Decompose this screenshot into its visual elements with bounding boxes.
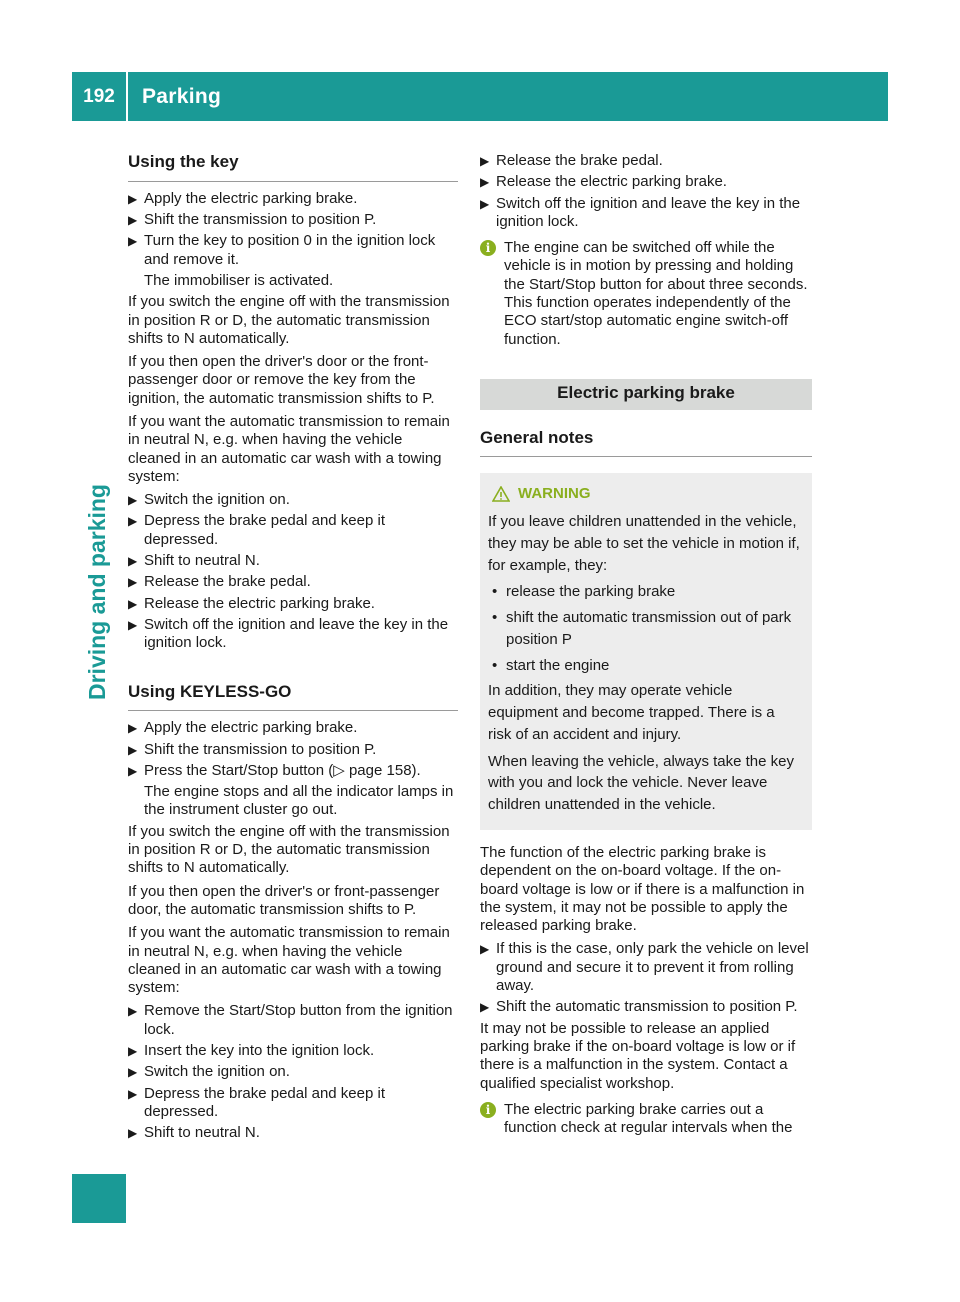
list-item: ▶ Insert the key into the ignition lock. xyxy=(128,1042,375,1060)
list-item: ▶ Shift the transmission to position P. xyxy=(128,740,377,758)
arrow-icon: ▶ xyxy=(128,1126,138,1141)
list-item: ▶ Switch off the ignition and leave the key in the ignition lock. xyxy=(480,194,801,230)
list-item: ▶ Apply the electric parking brake. xyxy=(128,719,358,737)
list-item: • shift the automatic transmission out of park position P xyxy=(488,607,802,651)
heading-general-notes: General notes xyxy=(480,424,812,458)
chapter-label: Driving and parking xyxy=(84,484,110,700)
arrow-icon: ▶ xyxy=(128,596,138,611)
arrow-icon: ▶ xyxy=(128,554,138,569)
arrow-icon: ▶ xyxy=(480,175,490,190)
section-title: Parking xyxy=(142,84,222,108)
heading-using-keyless-go: Using KEYLESS-GO xyxy=(128,678,458,712)
paragraph: If you switch the engine off with the transmission in position R or D, the automatic transmission shifts to N automatically. xyxy=(128,822,450,877)
list-item: • start the engine xyxy=(488,655,802,677)
arrow-icon: ▶ xyxy=(128,191,138,206)
list-item: ▶ Release the electric parking brake. xyxy=(480,173,727,191)
warning-paragraph: When leaving the vehicle, always take the key with you and lock the vehicle. Never leave children unattended in the vehicle. xyxy=(488,752,794,814)
list-item: ▶ Apply the electric parking brake. xyxy=(128,189,358,207)
arrow-icon: ▶ xyxy=(128,1065,138,1080)
result-text: The immobiliser is activated. xyxy=(144,271,334,289)
bullet-icon: • xyxy=(492,609,498,627)
page-header xyxy=(72,72,888,121)
arrow-icon: ▶ xyxy=(128,721,138,736)
paragraph: The function of the electric parking brake is dependent on the on-board voltage. If the on-board voltage is low or if there is a malfunction in the system, it may not be possible to apply the released parking brake. xyxy=(480,843,805,935)
list-item: ▶ Switch off the ignition and leave the key in the ignition lock. xyxy=(128,615,449,652)
right-mid-steps xyxy=(480,940,812,1016)
paragraph: If you then open the driver's or front-passenger door, the automatic transmission shifts to P. xyxy=(128,882,440,918)
arrow-icon: ▶ xyxy=(128,1044,138,1059)
arrow-icon: ▶ xyxy=(128,575,138,590)
paragraph: If you want the automatic transmission to remain in neutral N, e.g. when having the vehicle cleaned in an automatic car wash with a towing system: xyxy=(128,413,450,485)
arrow-icon: ▶ xyxy=(128,763,138,778)
paragraph: It may not be possible to release an applied parking brake if the on-board voltage is low or if there is a malfunction in the system. Contact a qualified specialist workshop. xyxy=(480,1019,796,1092)
bullet-icon: • xyxy=(492,583,498,601)
info-note: i The engine can be switched off while the vehicle is in motion by pressing and holding the Start/Stop button for about three seconds. This function operates independently of the ECO start/stop automatic engine switch-off function. xyxy=(480,239,812,349)
warning-triangle-icon xyxy=(492,486,510,502)
arrow-icon: ▶ xyxy=(480,196,490,211)
warning-intro: If you leave children unattended in the vehicle, they may be able to set the vehicle in motion if, for example, they: xyxy=(488,513,800,574)
key-steps xyxy=(128,190,458,290)
arrow-icon: ▶ xyxy=(128,493,138,508)
right-column xyxy=(480,148,812,1143)
arrow-icon: ▶ xyxy=(128,234,138,249)
key-steps-neutral xyxy=(128,491,458,652)
list-item: ▶ Shift to neutral N. xyxy=(128,552,260,570)
result-text: The engine stops and all the indicator lamps in the instrument cluster go out. xyxy=(144,783,454,819)
arrow-icon: ▶ xyxy=(128,1004,138,1019)
list-item: ▶ Switch the ignition on. xyxy=(128,1063,290,1081)
list-item: ▶ Shift the transmission to position P. xyxy=(128,211,377,229)
warning-box xyxy=(480,473,812,830)
info-icon: i xyxy=(480,240,496,256)
list-item: ▶ Depress the brake pedal and keep it depressed. xyxy=(128,1084,385,1120)
arrow-icon: ▶ xyxy=(480,942,490,957)
heading-using-the-key: Using the key xyxy=(128,148,458,182)
section-heading-parking-brake: Electric parking brake xyxy=(480,379,812,410)
paragraph: If you switch the engine off with the transmission in position R or D, the automatic transmission shifts to N automatically. xyxy=(128,293,450,347)
warning-paragraph: In addition, they may operate vehicle equipment and become trapped. There is a risk of an accident and injury. xyxy=(488,682,775,743)
list-item: ▶ Turn the key to position 0 in the ignition lock and remove it. xyxy=(128,232,436,268)
keyless-steps xyxy=(128,719,458,819)
paragraph: If you then open the driver's door or the front-passenger door or remove the key from the ignition, the automatic transmission shifts to P. xyxy=(128,353,435,407)
page-number: 192 xyxy=(72,72,128,121)
arrow-icon: ▶ xyxy=(128,742,138,757)
list-item: ▶ Shift the automatic transmission to position P. xyxy=(480,998,798,1016)
list-item: ▶ Shift to neutral N. xyxy=(128,1124,260,1142)
arrow-icon: ▶ xyxy=(128,617,138,632)
arrow-icon: ▶ xyxy=(128,213,138,228)
list-item: ▶ Release the brake pedal. xyxy=(128,573,311,591)
arrow-icon: ▶ xyxy=(128,514,138,529)
right-top-steps xyxy=(480,152,812,231)
list-item: ▶ Switch the ignition on. xyxy=(128,491,290,509)
info-note: i The electric parking brake carries out a function check at regular intervals when the xyxy=(480,1101,812,1138)
list-item: ▶ Depress the brake pedal and keep it depressed. xyxy=(128,512,385,548)
arrow-icon: ▶ xyxy=(480,1000,490,1015)
list-item: ▶ Remove the Start/Stop button from the ignition lock. xyxy=(128,1002,453,1038)
arrow-icon: ▶ xyxy=(480,154,490,168)
list-item: • release the parking brake xyxy=(488,581,802,603)
list-item: ▶ Release the electric parking brake. xyxy=(128,594,375,612)
keyless-steps-neutral xyxy=(128,1002,458,1142)
info-icon: i xyxy=(480,1102,496,1118)
list-item: ▶ If this is the case, only park the vehicle on level ground and secure it to prevent it from rolling away. xyxy=(480,940,809,995)
left-column xyxy=(128,148,458,1146)
list-item: ▶ Press the Start/Stop button (▷ page 158). xyxy=(128,761,421,779)
bullet-icon: • xyxy=(492,656,498,674)
paragraph: If you want the automatic transmission to remain in neutral N, e.g. when having the vehicle cleaned in an automatic car wash with a towing system: xyxy=(128,924,450,997)
warning-title: WARNING xyxy=(488,483,802,505)
chapter-marker xyxy=(72,1174,126,1223)
list-item: ▶ Release the brake pedal. xyxy=(480,152,663,169)
arrow-icon: ▶ xyxy=(128,1086,138,1101)
